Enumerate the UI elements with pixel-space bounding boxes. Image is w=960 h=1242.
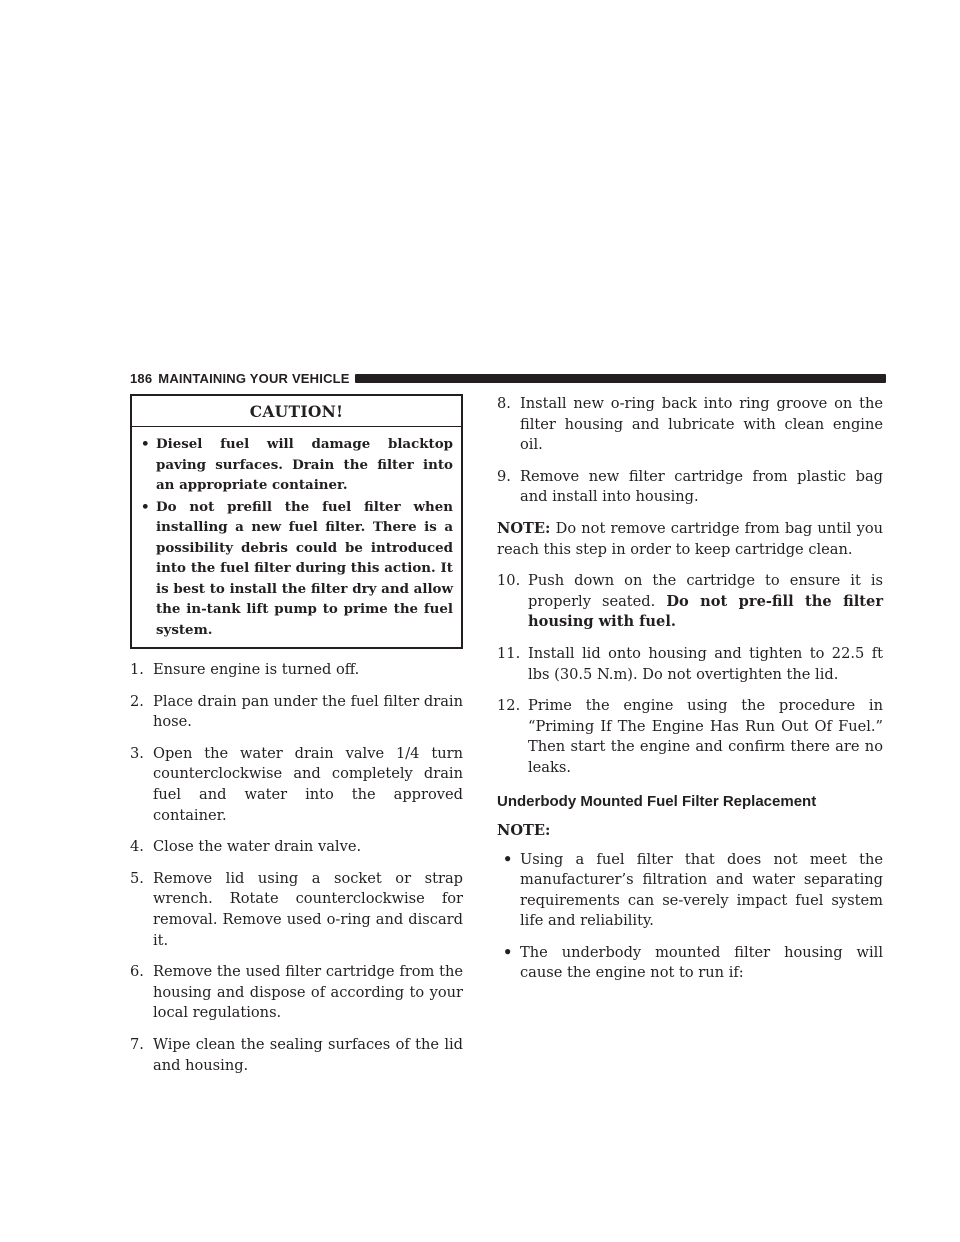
step-number: 11.	[497, 644, 521, 662]
step-text: Install lid onto housing and tighten to 22.5 ft lbs (30.5 N.m). Do not overtighten the lid.	[528, 644, 883, 683]
page-number: 186	[130, 370, 153, 386]
left-column	[130, 394, 463, 1076]
step-text: Close the water drain valve.	[153, 838, 362, 856]
bullet-icon: •	[141, 436, 150, 452]
step-number: 8.	[497, 395, 511, 412]
bullet-icon: •	[141, 498, 150, 515]
caution-title: CAUTION!	[132, 396, 461, 427]
step-item	[497, 571, 883, 633]
step-number: 4.	[130, 838, 144, 856]
right-column	[497, 394, 883, 984]
step-item	[130, 869, 463, 951]
caution-item-text: Diesel fuel will damage blacktop paving surfaces. Drain the filter into an appropriate container.	[156, 436, 453, 493]
page-header	[130, 370, 886, 386]
step-text: Place drain pan under the fuel filter drain hose.	[153, 692, 463, 731]
step-number: 2.	[130, 692, 144, 710]
step-item	[130, 660, 463, 681]
step-text: Remove the used filter cartridge from the housing and dispose of according to your local regulations.	[153, 963, 463, 1022]
step-number: 5.	[130, 869, 144, 887]
section-heading: Underbody Mounted Fuel Filter Replacement	[497, 792, 817, 810]
step-text: Wipe clean the sealing surfaces of the lid and housing.	[153, 1035, 463, 1074]
step-bold-text: Do not pre-fill the filter housing with fuel.	[528, 592, 884, 631]
step-item	[497, 394, 883, 456]
note-heading: NOTE:	[497, 821, 551, 839]
caution-body	[132, 427, 461, 647]
step-number: 10.	[497, 572, 521, 590]
step-item	[497, 644, 883, 685]
step-text: Install new o-ring back into ring groove on the filter housing and lubricate with clean engine oil.	[520, 395, 883, 454]
step-number: 12.	[497, 697, 521, 715]
step-text: Remove new filter cartridge from plastic bag and install into housing.	[520, 467, 883, 506]
step-item	[497, 696, 883, 778]
step-text: Ensure engine is turned off.	[153, 661, 360, 678]
step-item	[130, 1035, 463, 1076]
step-item	[130, 837, 463, 858]
bullet-text: Using a fuel filter that does not meet the manufacturer’s filtration and water separating requirements can se-verely impact fuel system life and reliability.	[520, 850, 883, 930]
step-number: 9.	[497, 467, 511, 485]
bullet-item	[497, 943, 883, 984]
note-label: NOTE:	[497, 519, 551, 537]
step-number: 6.	[130, 963, 144, 981]
step-item	[130, 962, 463, 1024]
step-text: Push down on the cartridge to ensure it is properly seated.	[528, 572, 883, 610]
step-item	[130, 744, 463, 826]
bullet-icon: •	[503, 850, 513, 868]
step-item	[130, 692, 463, 733]
step-item	[497, 467, 883, 508]
step-number: 3.	[130, 744, 144, 762]
caution-item-text: Do not prefill the fuel filter when installing a new fuel filter. There is a possibility debris could be introduced into the fuel filter during this action. It is best to install the filter dry and allow the in-tank lift pump to prime the fuel system.	[156, 498, 453, 638]
bullet-text: The underbody mounted filter housing will cause the engine not to run if:	[520, 943, 883, 982]
caution-item	[140, 497, 453, 641]
caution-item	[140, 434, 453, 496]
header-rule	[355, 374, 886, 383]
caution-box	[130, 394, 463, 649]
step-text: Prime the engine using the procedure in “Priming If The Engine Has Run Out Of Fuel.” Then start the engine and confirm there are no leaks.	[528, 697, 883, 776]
step-text: Remove lid using a socket or strap wrench. Rotate counterclockwise for removal. Remove used o-ring and discard it.	[153, 869, 463, 949]
step-number: 7.	[130, 1035, 144, 1053]
bullet-icon: •	[503, 943, 513, 961]
note-paragraph	[497, 519, 883, 560]
step-number: 1.	[130, 661, 144, 678]
bullet-item	[497, 850, 883, 932]
section-title: MAINTAINING YOUR VEHICLE	[158, 370, 350, 386]
step-text: Open the water drain valve 1/4 turn counterclockwise and completely drain fuel and water into the approved container.	[153, 744, 463, 824]
note-text: Do not remove cartridge from bag until you reach this step in order to keep cartridge clean.	[497, 519, 884, 558]
